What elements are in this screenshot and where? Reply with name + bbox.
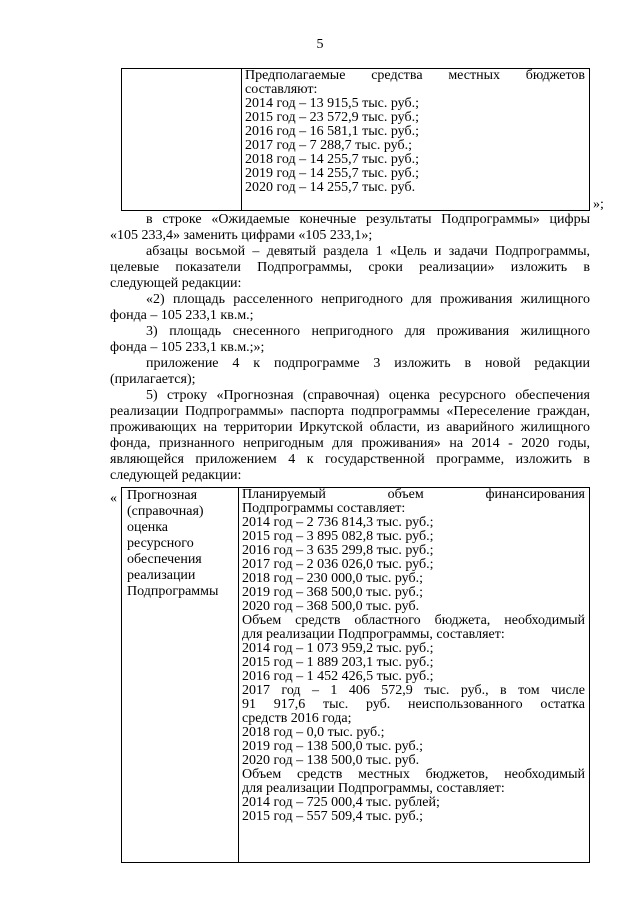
table2-line: 2015 год – 3 895 082,8 тыс. руб.; <box>242 529 434 544</box>
table2-line: Объем средств областного бюджета, необходимый <box>242 613 585 628</box>
paragraph-1 <box>110 212 590 244</box>
table2-line: 2019 год – 368 500,0 тыс. руб.; <box>242 585 423 600</box>
paragraph-line: проживающих на территории Иркутской области, из аварийного жилищного <box>110 420 590 435</box>
table2-left-line: обеспечения <box>127 552 202 567</box>
funding-table-local-budgets <box>121 68 590 211</box>
table2-left-line: ресурсного <box>127 536 194 551</box>
table2-line: 2016 год – 1 452 426,5 тыс. руб.; <box>242 669 434 684</box>
funding-table-forecast <box>121 487 590 863</box>
table1-line: 2016 год – 16 581,1 тыс. руб.; <box>245 124 419 139</box>
table2-line: для реализации Подпрограммы, составляет: <box>242 627 505 642</box>
table2-line: 2018 год – 230 000,0 тыс. руб.; <box>242 571 423 586</box>
paragraph-line: являющейся приложением 4 к государственной программе, изложить в <box>110 452 590 467</box>
table1-line: 2020 год – 14 255,7 тыс. руб. <box>245 180 416 195</box>
paragraph-2 <box>110 244 590 292</box>
table2-left-cell <box>122 488 239 863</box>
table2-right-cell <box>239 488 590 863</box>
table2-left-line: (справочная) <box>127 504 204 519</box>
table2-line: 2020 год – 138 500,0 тыс. руб. <box>242 753 420 768</box>
paragraph-line: 3) площадь снесенного непригодного для проживания жилищного <box>146 324 590 339</box>
table2-line: средств 2016 года; <box>242 711 352 726</box>
table2-line: Объем средств местных бюджетов, необходимый <box>242 767 585 782</box>
paragraph-line: (прилагается); <box>110 372 196 387</box>
opening-quote: « <box>110 491 117 506</box>
paragraph-line: «2) площадь расселенного непригодного для проживания жилищного <box>146 292 590 307</box>
paragraph-line: приложение 4 к подпрограмме 3 изложить в новой редакции <box>146 356 590 371</box>
table1-line: 2018 год – 14 255,7 тыс. руб.; <box>245 152 419 167</box>
table1-line: 2014 год – 13 915,5 тыс. руб.; <box>245 96 419 111</box>
table2-line: 2014 год – 2 736 814,3 тыс. руб.; <box>242 515 434 530</box>
paragraph-5 <box>110 356 590 388</box>
table2-line: 2015 год – 1 889 203,1 тыс. руб.; <box>242 655 434 670</box>
table1-left-cell <box>122 69 242 211</box>
table2-line: 91 917,6 тыс. руб. неиспользованного остатка <box>242 697 585 712</box>
table1-line: 2015 год – 23 572,9 тыс. руб.; <box>245 110 419 125</box>
table2-left-line: реализации <box>127 568 196 583</box>
table1-line: 2019 год – 14 255,7 тыс. руб.; <box>245 166 419 181</box>
paragraph-line: следующей редакции: <box>110 276 242 291</box>
table2-line: 2014 год – 1 073 959,2 тыс. руб.; <box>242 641 434 656</box>
table1-right-cell <box>242 69 590 211</box>
paragraph-line: фонда, признанного непригодным для проживания» на 2014 - 2020 годы, <box>110 436 590 451</box>
table2-line: 2017 год – 2 036 026,0 тыс. руб.; <box>242 557 434 572</box>
paragraph-line: целевые показатели Подпрограммы, сроки реализации» изложить в <box>110 260 590 275</box>
table2-line: 2016 год – 3 635 299,8 тыс. руб.; <box>242 543 434 558</box>
table2-left-line: Прогнозная <box>127 488 198 503</box>
table2-line: 2018 год – 0,0 тыс. руб.; <box>242 725 385 740</box>
closing-quote: »; <box>593 197 604 212</box>
paragraph-3 <box>110 292 590 324</box>
table1-line: Предполагаемые средства местных бюджетов <box>245 68 585 83</box>
table2-line: Планируемый объем финансирования <box>242 487 585 502</box>
table2-left-line: Подпрограммы <box>127 584 219 599</box>
table2-line: 2019 год – 138 500,0 тыс. руб.; <box>242 739 423 754</box>
page-number: 5 <box>316 37 324 52</box>
paragraph-line: фонда – 105 233,1 кв.м.; <box>110 308 254 323</box>
table1-line: составляют: <box>245 82 318 97</box>
paragraph-line: следующей редакции: <box>110 468 242 483</box>
table2-line: 2020 год – 368 500,0 тыс. руб. <box>242 599 420 614</box>
paragraph-line: фонда – 105 233,1 кв.м.;»; <box>110 340 265 355</box>
table2-left-line: оценка <box>127 520 169 535</box>
paragraph-4 <box>110 324 590 356</box>
table2-line: для реализации Подпрограммы, составляет: <box>242 781 505 796</box>
paragraph-line: «105 233,4» заменить цифрами «105 233,1»; <box>110 228 373 243</box>
table2-line: 2014 год – 725 000,4 тыс. рублей; <box>242 795 440 810</box>
paragraph-6 <box>110 388 590 484</box>
table1-line: 2017 год – 7 288,7 тыс. руб.; <box>245 138 412 153</box>
paragraph-line: абзацы восьмой – девятый раздела 1 «Цель и задачи Подпрограммы, <box>146 244 590 259</box>
table2-line: Подпрограммы составляет: <box>242 501 406 516</box>
paragraph-line: реализации Подпрограммы» паспорта подпрограммы «Переселение граждан, <box>110 404 590 419</box>
paragraph-line: в строке «Ожидаемые конечные результаты Подпрограммы» цифры <box>146 212 590 227</box>
paragraph-line: 5) строку «Прогнозная (справочная) оценка ресурсного обеспечения <box>146 388 590 403</box>
table2-line: 2017 год – 1 406 572,9 тыс. руб., в том числе <box>242 683 585 698</box>
table2-line: 2015 год – 557 509,4 тыс. руб.; <box>242 809 423 824</box>
